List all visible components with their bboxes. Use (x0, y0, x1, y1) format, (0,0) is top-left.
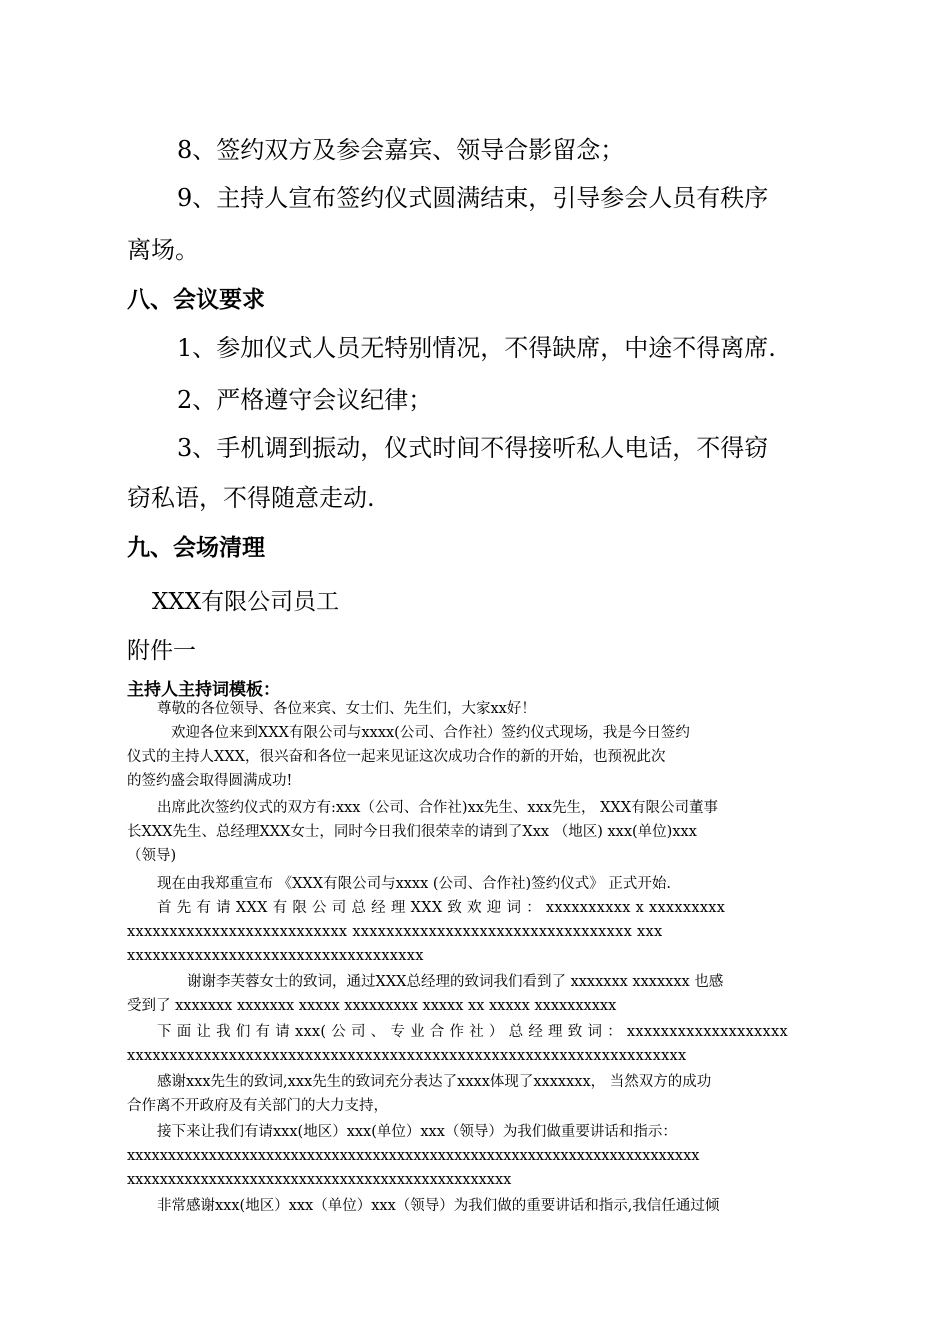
host-paragraph-thanks (127, 970, 824, 1018)
host-paragraph-leader-speech (127, 1120, 824, 1192)
paragraph-line: 下 面 让 我 们 有 请 xxx( 公 司 、 专 业 合 作 社 ） 总 经 理 致 词 ： xxxxxxxxxxxxxxxxxxx (157, 1024, 788, 1040)
section-8-heading: 八、会议要求 (127, 287, 265, 313)
paragraph-line: xxxxxxxxxxxxxxxxxxxxxxxxxx xxxxxxxxxxxxxxxxxxxxxxxxxxxxxxxxx xxx (127, 924, 663, 940)
host-paragraph-announce (127, 872, 824, 896)
section-9-heading: 九、会场清理 (127, 535, 265, 561)
host-paragraph-greeting (127, 697, 824, 721)
host-paragraph-gratitude (127, 1070, 824, 1118)
paragraph-line: xxxxxxxxxxxxxxxxxxxxxxxxxxxxxxxxxxxxxxxxxxxxxxxxxxxxxxxxxxxxxxxxxx (127, 1048, 687, 1064)
paragraph-line: xxxxxxxxxxxxxxxxxxxxxxxxxxxxxxxxxxxxxxxxxxxxxxx (127, 1172, 512, 1188)
paragraph-line: xxxxxxxxxxxxxxxxxxxxxxxxxxxxxxxxxxxxxxxxxxxxxxxxxxxxxxxxxxxxxxxxxxxxxx (127, 1148, 700, 1164)
paragraph-line: 谢谢李芙蓉女士的致词，通过XXX总经理的致词我们看到了 xxxxxxx xxxxxxx 也感 (187, 974, 724, 990)
procedure-item-9-line-1: 9、主持人宣布签约仪式圆满结束，引导参会人员有秩序 (177, 184, 769, 212)
host-paragraph-closing-thanks (127, 1194, 824, 1218)
host-paragraph-second-speech (127, 1020, 824, 1068)
procedure-item-9-line-2: 离场。 (127, 236, 199, 264)
paragraph-line: （领导) (127, 848, 177, 864)
paragraph-line: 非常感谢xxx(地区）xxx（单位）xxx（领导）为我们做的重要讲话和指示,我信任通过倾 (157, 1198, 720, 1214)
appendix-title: 主持人主持词模板： (127, 680, 280, 700)
paragraph-line: 长XXX先生、总经理XXX女士，同时今日我们很荣幸的请到了Xxx （地区) xxx(单位)xxx (127, 824, 697, 840)
requirement-3-line-2: 窃私语，不得随意走动. (127, 484, 375, 512)
paragraph-line: 欢迎各位来到XXX有限公司与xxxx(公司、合作社）签约仪式现场，我是今日签约 (171, 725, 690, 741)
paragraph-line: 受到了 xxxxxxx xxxxxxx xxxxx xxxxxxxxx xxxxx xx xxxxx xxxxxxxxxx (127, 998, 617, 1014)
paragraph-line: xxxxxxxxxxxxxxxxxxxxxxxxxxxxxxxxxxx (127, 948, 424, 964)
paragraph-line: 尊敬的各位领导、各位来宾、女士们、先生们，大家xx好！ (157, 701, 536, 717)
paragraph-line: 的签约盛会取得圆满成功! (127, 773, 293, 789)
paragraph-line: 现在由我郑重宣布 《XXX有限公司与xxxx (公司、合作社)签约仪式》 正式开始. (157, 876, 671, 892)
appendix-label: 附件一 (127, 638, 196, 664)
requirement-1: 1、参加仪式人员无特别情况，不得缺席，中途不得离席. (177, 334, 776, 362)
host-paragraph-welcome-speech (127, 896, 824, 968)
host-paragraph-attendees (127, 796, 824, 868)
paragraph-line: 首 先 有 请 XXX 有 限 公 司 总 经 理 XXX 致 欢 迎 词 ： xxxxxxxxxx x xxxxxxxxx (157, 900, 726, 916)
paragraph-line: 出席此次签约仪式的双方有:xxx（公司、合作社)xx先生、xxx先生， XXX有限公司董事 (157, 800, 719, 816)
paragraph-line: 感谢xxx先生的致词,xxx先生的致词充分表达了xxxx体现了xxxxxxx， 当然双方的成功 (157, 1074, 712, 1090)
paragraph-line: 接下来让我们有请xxx(地区）xxx(单位）xxx（领导）为我们做重要讲话和指示： (157, 1124, 677, 1140)
procedure-item-8: 8、签约双方及参会嘉宾、领导合影留念； (177, 136, 625, 164)
requirement-3-line-1: 3、手机调到振动，仪式时间不得接听私人电话，不得窃 (177, 434, 769, 462)
paragraph-line: 合作离不开政府及有关部门的大力支持， (127, 1098, 388, 1114)
signature-company: XXX有限公司员工 (152, 589, 340, 615)
requirement-2: 2、严格遵守会议纪律； (177, 386, 433, 414)
paragraph-line: 仪式的主持人XXX，很兴奋和各位一起来见证这次成功合作的新的开始，也预祝此次 (127, 749, 666, 765)
host-paragraph-welcome (127, 721, 824, 793)
